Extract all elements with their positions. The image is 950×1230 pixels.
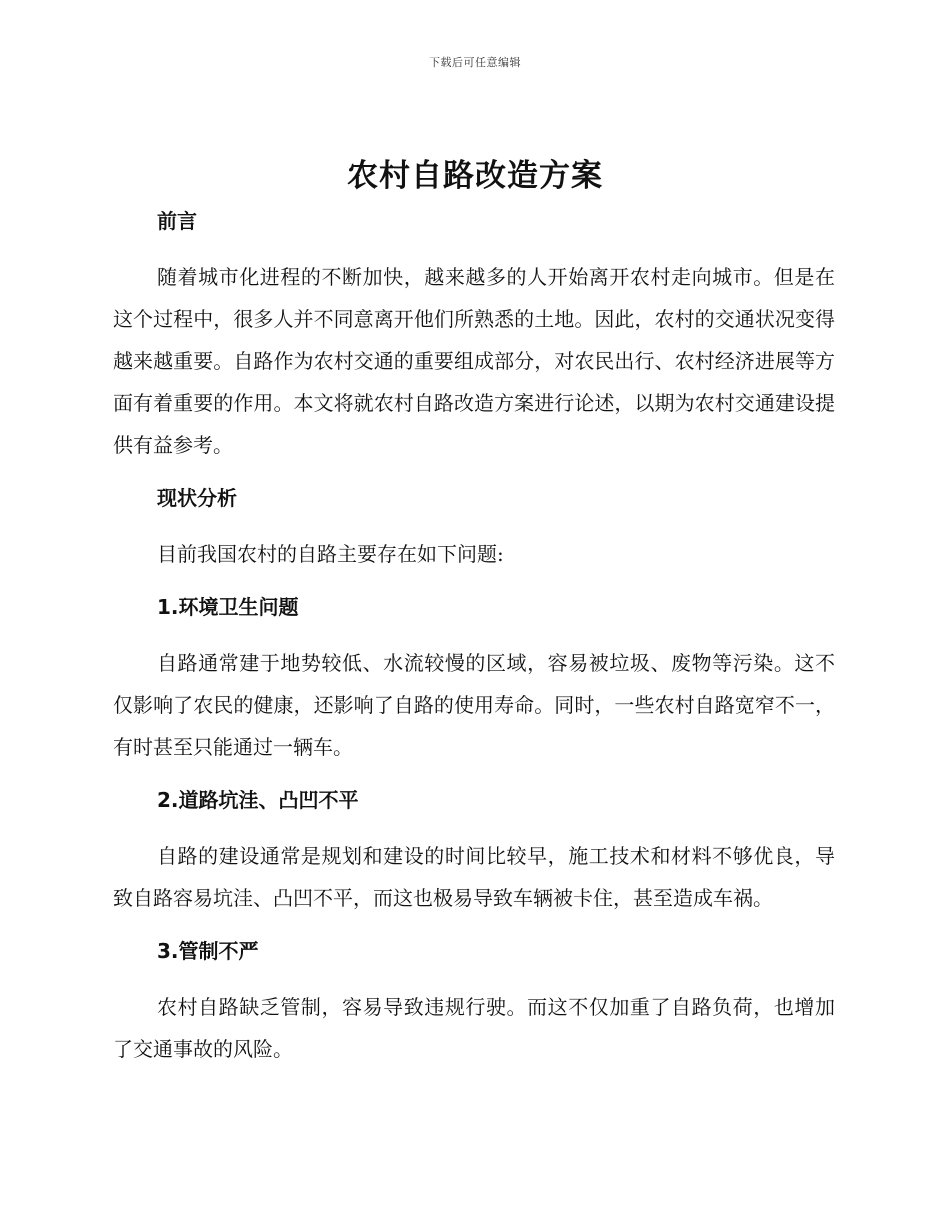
section-heading-regulation: 3.管制不严 xyxy=(157,939,259,963)
document-body xyxy=(113,202,835,1070)
paragraph-status: 目前我国农村的自路主要存在如下问题: xyxy=(157,542,504,566)
section-heading-hygiene: 1.环境卫生问题 xyxy=(157,595,299,619)
section-heading-preface: 前言 xyxy=(157,209,197,233)
section-heading-potholes: 2.道路坑洼、凸凹不平 xyxy=(157,788,359,812)
paragraph-potholes: 自路的建设通常是规划和建设的时间比较早，施工技术和材料不够优良，导致自路容易坑洼、凸凹不平，而这也极易导致车辆被卡住，甚至造成车祸。 xyxy=(113,844,835,910)
document-title: 农村自路改造方案 xyxy=(347,158,603,194)
header-note: 下载后可任意编辑 xyxy=(429,56,521,69)
paragraph-preface: 随着城市化进程的不断加快，越来越多的人开始离开农村走向城市。但是在这个过程中，很多人并不同意离开他们所熟悉的土地。因此，农村的交通状况变得越来越重要。自路作为农村交通的重要组成部分，对农民出行、农村经济进展等方面有着重要的作用。本文将就农村自路改造方案进行论述，以期为农村交通建设提供有益参考。 xyxy=(113,265,835,457)
section-heading-status: 现状分析 xyxy=(157,486,237,510)
paragraph-regulation: 农村自路缺乏管制，容易导致违规行驶。而这不仅加重了自路负荷，也增加了交通事故的风险。 xyxy=(113,995,835,1061)
paragraph-hygiene: 自路通常建于地势较低、水流较慢的区域，容易被垃圾、废物等污染。这不仅影响了农民的健康，还影响了自路的使用寿命。同时，一些农村自路宽窄不一，有时甚至只能通过一辆车。 xyxy=(113,651,835,759)
